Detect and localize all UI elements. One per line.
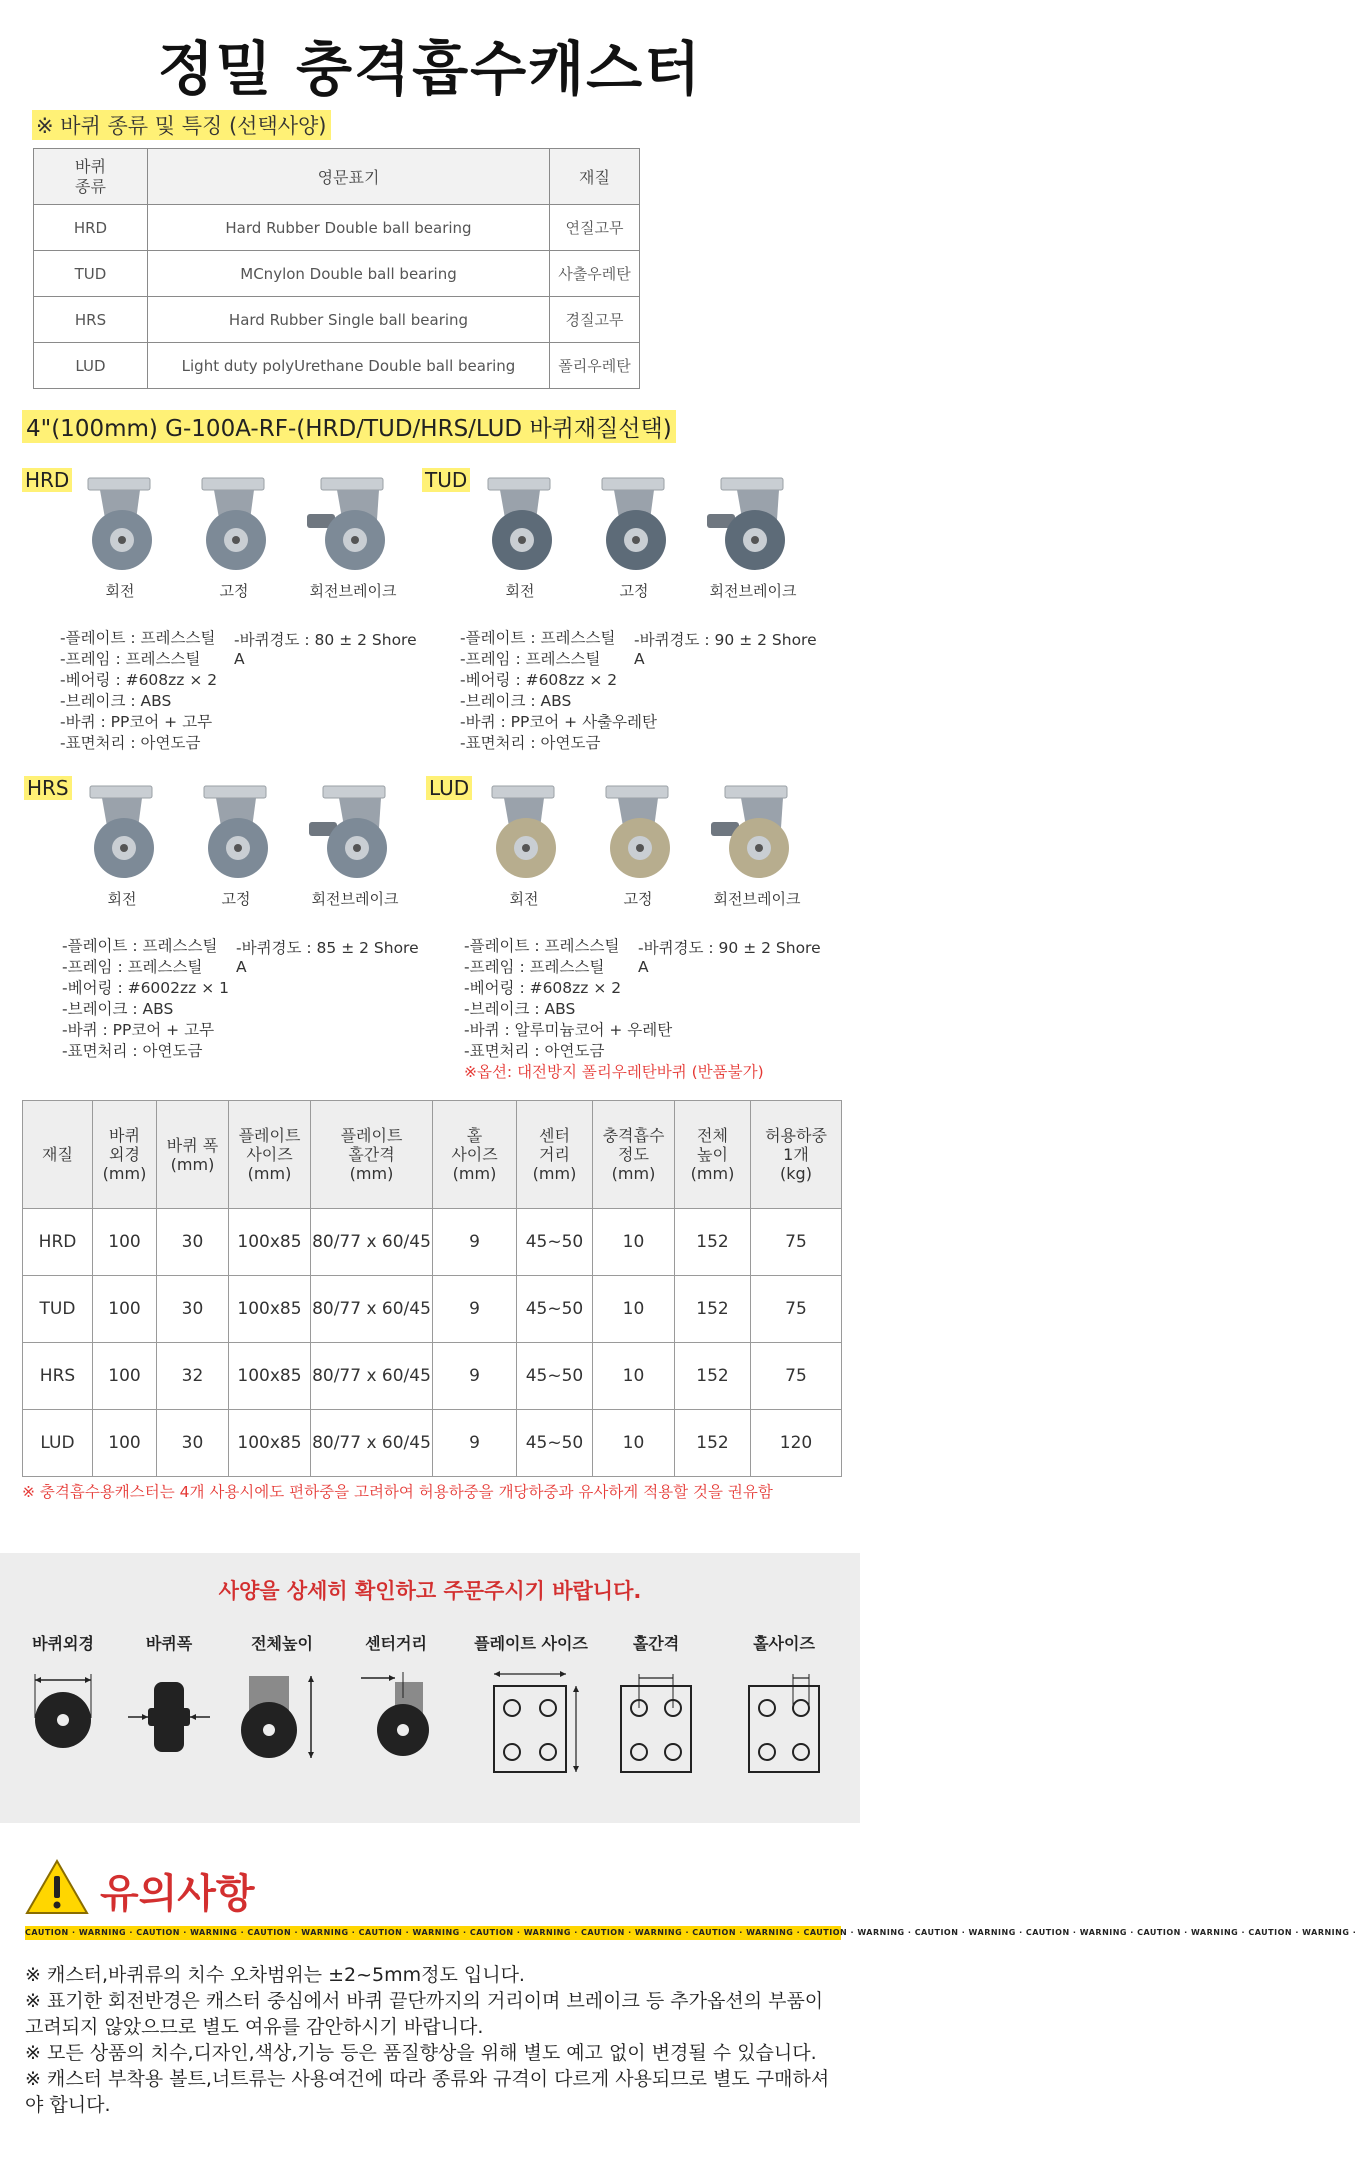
caster-fixed [588,782,688,909]
cell-english: Hard Rubber Single ball bearing [148,297,550,343]
wheel-type-heading: ※ 바퀴 종류 및 특징 (선택사양) [32,110,331,140]
table-cell: 152 [675,1410,751,1477]
wheel-width-icon [124,1668,214,1758]
spec-list [60,628,217,754]
col-wheel-diameter: 바퀴 외경 (mm) [93,1101,157,1209]
spec-line: -브레이크 : ABS [60,692,172,710]
caster-brake-icon [703,474,803,574]
table-cell: 9 [433,1410,517,1477]
measure-band-title: 사양을 상세히 확인하고 주문주시기 바랍니다. [218,1579,642,1603]
caster-group-lud [426,776,836,1081]
cell-code: HRS [34,297,148,343]
caster-label: 회전 [105,582,135,600]
table-cell: 10 [593,1410,675,1477]
caster-swivel-icon [474,782,574,882]
caster-label: 회전 [509,890,539,908]
caster-images [72,782,410,909]
caution-note: ※ 표기한 회전반경은 캐스터 중심에서 바퀴 끝단까지의 거리이며 브레이크 등 추가옵션의 부품이 고려되지 않았으므로 별도 여유를 감안하시기 바랍니다. [25,1990,824,2038]
table-cell: 152 [675,1343,751,1410]
caster-brake [298,474,408,601]
spec-line: -바퀴 : PP코어 + 고무 [60,713,213,731]
center-distance-icon [351,1668,441,1764]
spec-line: -프레임 : 프레스스틸 [60,650,201,668]
spec-line: -표면처리 : 아연도금 [62,1042,203,1060]
caster-images [70,474,408,601]
spec-line: -브레이크 : ABS [460,692,572,710]
caution-title: 유의사항 [100,1871,255,1917]
diagram-plate-size: 플레이트 사이즈 [466,1631,596,1778]
table-cell: LUD [23,1410,93,1477]
table-cell: TUD [23,1276,93,1343]
caster-label: 회전브레이크 [709,582,797,600]
plate-size-icon [476,1668,586,1778]
table-cell: 152 [675,1209,751,1276]
col-material: 재질 [23,1101,93,1209]
spec-line: -베어링 : #608zz × 2 [60,671,218,689]
caster-fixed-icon [588,782,688,882]
diagram-hole-spacing: 홀간격 [606,1631,706,1778]
table-cell: 45~50 [517,1343,593,1410]
caster-swivel-icon [70,474,170,574]
table-cell: 100x85 [229,1209,311,1276]
table-row [34,251,640,297]
caster-fixed [186,782,286,909]
hardness-spec: -바퀴경도 : 90 ± 2 Shore A [634,631,817,668]
diagram-center-distance: 센터거리 [346,1631,446,1764]
table-cell: 9 [433,1276,517,1343]
cell-material: 사출우레탄 [550,251,640,297]
group-tag: LUD [426,776,472,800]
caution-note: ※ 캐스터 부착용 볼트,너트류는 사용여건에 따라 종류와 규격이 다르게 사용되므로 별도 구매하셔야 합니다. [25,2068,830,2116]
table-cell: 80/77 x 60/45 [311,1410,433,1477]
col-english: 영문표기 [148,149,550,205]
diagram-wheel-width: 바퀴폭 [124,1631,214,1758]
caster-label: 회전 [505,582,535,600]
table-cell: 30 [157,1209,229,1276]
warning-triangle-icon [25,1858,89,1916]
caster-brake-icon [303,474,403,574]
table-cell: 75 [751,1209,842,1276]
table-cell: 10 [593,1209,675,1276]
measure-band [0,1553,860,1823]
cell-material: 폴리우레탄 [550,343,640,389]
spec-line: -바퀴 : PP코어 + 사출우레탄 [460,713,657,731]
col-plate-hole-spacing: 플레이트 홀간격 (mm) [311,1101,433,1209]
caution-note: ※ 모든 상품의 치수,디자인,색상,기능 등은 품질향상을 위해 별도 예고 없이 변경될 수 있습니다. [25,2042,817,2064]
table-row [34,297,640,343]
table-cell: 152 [675,1276,751,1343]
caster-swivel [474,782,574,909]
caster-swivel [70,474,170,601]
caster-brake [300,782,410,909]
spec-list [62,936,229,1062]
table-cell: 32 [157,1343,229,1410]
option-note: ※옵션: 대전방지 폴리우레탄바퀴 (반품불가) [464,1063,764,1081]
caster-label: 회전 [107,890,137,908]
cell-material: 연질고무 [550,205,640,251]
spec-line: -플레이트 : 프레스스틸 [60,629,216,647]
table-cell: 120 [751,1410,842,1477]
table-row [34,205,640,251]
table-cell: 100 [93,1343,157,1410]
wheel-diameter-icon [23,1668,103,1758]
hole-spacing-icon [611,1668,701,1778]
group-tag: HRS [24,776,72,800]
cell-english: Hard Rubber Double ball bearing [148,205,550,251]
table-cell: HRS [23,1343,93,1410]
page-title: 정밀 충격흡수캐스터 [157,35,703,103]
table-cell: 100x85 [229,1343,311,1410]
table-cell: 80/77 x 60/45 [311,1276,433,1343]
caster-group-hrd [22,468,432,758]
spec-line: -베어링 : #608zz × 2 [464,979,622,997]
caster-label: 고정 [221,890,251,908]
caster-fixed-icon [584,474,684,574]
caster-label: 회전브레이크 [713,890,801,908]
spec-line: -플레이트 : 프레스스틸 [460,629,616,647]
caster-swivel-icon [470,474,570,574]
diagram-total-height: 전체높이 [232,1631,332,1764]
col-plate-size: 플레이트 사이즈 (mm) [229,1101,311,1209]
col-wheel-type: 바퀴 종류 [34,149,148,205]
spec-line: -브레이크 : ABS [464,1000,576,1018]
spec-line: -플레이트 : 프레스스틸 [62,937,218,955]
caster-brake [698,474,808,601]
hardness-spec: -바퀴경도 : 90 ± 2 Shore A [638,939,821,976]
spec-line: -바퀴 : 알루미늄코어 + 우레탄 [464,1021,673,1039]
total-height-icon [237,1668,327,1764]
hardness-spec: -바퀴경도 : 85 ± 2 Shore A [236,939,419,976]
table-cell: 45~50 [517,1276,593,1343]
caster-group-tud [422,468,832,758]
table-cell: 30 [157,1410,229,1477]
table-row [23,1410,842,1477]
spec-line: -프레임 : 프레스스틸 [460,650,601,668]
spec-line: -베어링 : #608zz × 2 [460,671,618,689]
spec-line: -플레이트 : 프레스스틸 [464,937,620,955]
caster-fixed [584,474,684,601]
spec-line: -바퀴 : PP코어 + 고무 [62,1021,215,1039]
caster-brake-icon [305,782,405,882]
caster-fixed-icon [186,782,286,882]
cell-code: TUD [34,251,148,297]
caster-fixed-icon [184,474,284,574]
caster-label: 회전브레이크 [311,890,399,908]
table-cell: 9 [433,1343,517,1410]
table-row [34,343,640,389]
diagram-hole-size: 홀사이즈 [734,1631,834,1778]
table-cell: 10 [593,1276,675,1343]
spec-table [22,1100,842,1477]
caster-label: 고정 [219,582,249,600]
caster-swivel-icon [72,782,172,882]
table-cell: 30 [157,1276,229,1343]
cell-code: LUD [34,343,148,389]
hole-size-icon [739,1668,829,1778]
caster-label: 고정 [623,890,653,908]
caster-fixed [184,474,284,601]
caster-brake-icon [707,782,807,882]
table-cell: 100 [93,1410,157,1477]
diagram-wheel-diameter: 바퀴외경 [18,1631,108,1758]
spec-line: -표면처리 : 아연도금 [464,1042,605,1060]
hardness-spec: -바퀴경도 : 80 ± 2 Shore A [234,631,417,668]
table-cell: 100 [93,1276,157,1343]
table-row [23,1276,842,1343]
caster-images [470,474,808,601]
table-cell: 10 [593,1343,675,1410]
table-cell: 80/77 x 60/45 [311,1343,433,1410]
spec-line: -프레임 : 프레스스틸 [62,958,203,976]
table-cell: HRD [23,1209,93,1276]
table-cell: 100x85 [229,1276,311,1343]
table-cell: 45~50 [517,1410,593,1477]
spec-line: -표면처리 : 아연도금 [60,734,201,752]
caution-note: ※ 캐스터,바퀴류의 치수 오차범위는 ±2~5mm정도 입니다. [25,1964,525,1986]
model-line: 4"(100mm) G-100A-RF-(HRD/TUD/HRS/LUD 바퀴재질선택) [22,410,676,443]
table-cell: 80/77 x 60/45 [311,1209,433,1276]
spec-line: -프레임 : 프레스스틸 [464,958,605,976]
caster-label: 고정 [619,582,649,600]
spec-line: -베어링 : #6002zz × 1 [62,979,229,997]
cell-english: Light duty polyUrethane Double ball bearing [148,343,550,389]
table-cell: 100 [93,1209,157,1276]
caster-group-hrs [24,776,434,1066]
caster-swivel [72,782,172,909]
table-cell: 100x85 [229,1410,311,1477]
table-row [23,1209,842,1276]
table-cell: 75 [751,1276,842,1343]
caster-images [474,782,812,909]
cell-code: HRD [34,205,148,251]
spec-line: -브레이크 : ABS [62,1000,174,1018]
col-load-capacity: 허용하중 1개 (kg) [751,1101,842,1209]
spec-list [460,628,657,754]
col-material: 재질 [550,149,640,205]
caution-tape: CAUTION · WARNING · CAUTION · WARNING · CAUTION · WARNING · CAUTION · WARNING · CAUTION · WARNING · CAUTION · WARNING · CAUTION · WARNING · CAUTION · WARNING · CAUTION · WARNING · CAUTION · WARNING · CAUTION · WARNING · CAUTION · WARNING · [25,1926,841,1940]
group-tag: HRD [22,468,72,492]
caster-brake [702,782,812,909]
table-header-row [34,149,640,205]
group-tag: TUD [422,468,470,492]
spec-line: -표면처리 : 아연도금 [460,734,601,752]
table-cell: 45~50 [517,1209,593,1276]
caster-label: 회전브레이크 [309,582,397,600]
table-row [23,1343,842,1410]
load-note: ※ 충격흡수용캐스터는 4개 사용시에도 편하중을 고려하여 허용하중을 개당하중과 유사하게 적용할 것을 권유함 [22,1483,773,1501]
table-header-row [23,1101,842,1209]
caution-notes [25,1962,840,2118]
wheel-type-table [33,148,640,389]
cell-english: MCnylon Double ball bearing [148,251,550,297]
table-cell: 9 [433,1209,517,1276]
cell-material: 경질고무 [550,297,640,343]
col-total-height: 전체 높이 (mm) [675,1101,751,1209]
col-hole-size: 홀 사이즈 (mm) [433,1101,517,1209]
table-cell: 75 [751,1343,842,1410]
col-wheel-width: 바퀴 폭 (mm) [157,1101,229,1209]
col-shock-absorption: 충격흡수 정도 (mm) [593,1101,675,1209]
col-center-distance: 센터 거리 (mm) [517,1101,593,1209]
caster-swivel [470,474,570,601]
